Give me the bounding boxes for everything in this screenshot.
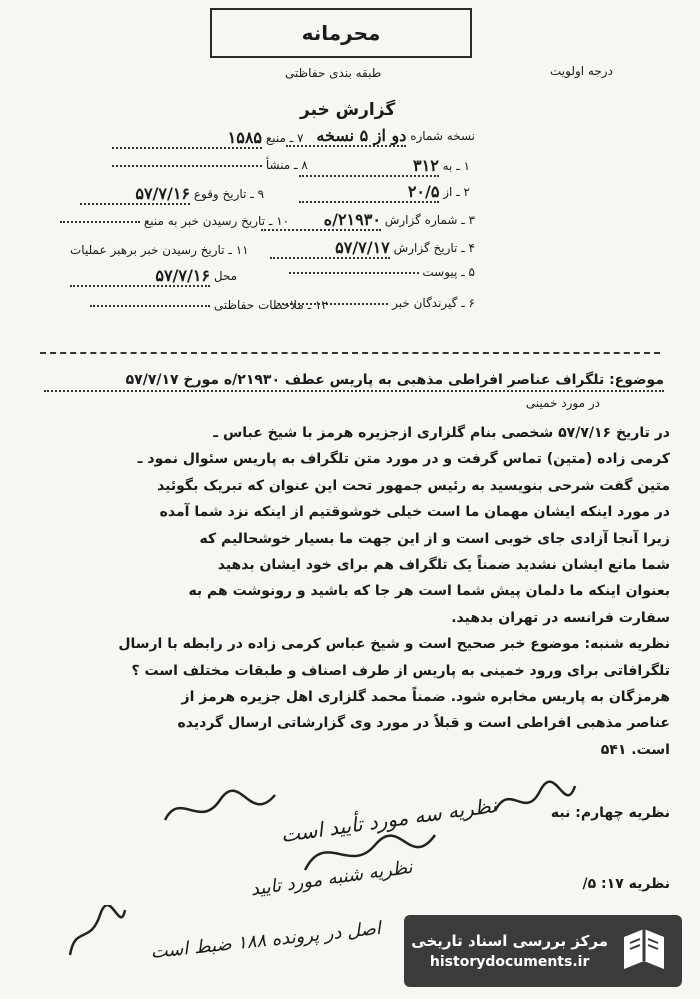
body-line: در تاریخ ۵۷/۷/۱۶ شخصی بنام گلزاری ازجزیره هرمز با شیخ عباس ـ bbox=[213, 425, 670, 441]
final-opinion-label: نظریه ۱۷: ۵/ bbox=[582, 876, 670, 892]
body-line: سفارت فرانسه در تهران بدهید. bbox=[451, 609, 670, 626]
body-line: هرمزگان به پاریس مخابره شود. ضمناً محمد گلزاری اهل جزیره هرمز از bbox=[181, 689, 670, 706]
field-attachment: ۵ ـ پیوست bbox=[289, 265, 475, 279]
opinion-four-label: نظریه چهارم: نبه bbox=[550, 805, 670, 821]
final-opinion-handwriting: نظریه شنبه مورد تایید bbox=[249, 856, 414, 901]
opinion-four-handwriting: نظریه سه مورد تأیید است bbox=[279, 792, 499, 848]
body-line: شما مانع ایشان نشدید ضمناً یک تلگراف هم برای خود ایشان بدهید bbox=[217, 557, 670, 574]
field-recipients: ۶ ـ گیرندگان خبر bbox=[278, 296, 475, 310]
field-source-value: ۱۵۸۵ bbox=[112, 128, 262, 149]
logo-url: historydocuments.ir bbox=[429, 954, 590, 970]
field-report-number: ۳ ـ شماره گزارش ۲۱۹۳۰/ه bbox=[261, 210, 475, 231]
classification-label: طبقه بندی حفاظتی bbox=[285, 66, 382, 80]
field-date-reached-leader: ۱۱ ـ تاریخ رسیدن خبر برهبر عملیات bbox=[70, 243, 249, 257]
priority-grade-label: درجه اولویت bbox=[550, 64, 613, 78]
field-date-reached-source: ۱۰ ـ تاریخ رسیدن خبر به منبع bbox=[60, 214, 289, 228]
body-line: کرمی زاده (متین) تماس گرفت و در مورد متن تلگراف به پاریس سئوال نمود ـ bbox=[137, 451, 670, 468]
body-line: در مورد اینکه ایشان مهمان ما است خیلی خوشوقتیم از اینکه نزد شما آمده bbox=[159, 504, 670, 521]
field-copy-number-value: دو از ۵ نسخه bbox=[286, 126, 406, 147]
field-origin: ۸ ـ منشأ bbox=[112, 158, 308, 172]
body-line: بعنوان اینکه ما دلمان پیش شما است هر جا که باشید و رونوشت هم به bbox=[188, 583, 670, 600]
body-line: نظریه شنبه: موضوع خبر صحیح است و شیخ عباس کرمی زاده در رابطه با ارسال bbox=[118, 636, 670, 653]
field-copy-number: نسخه شماره دو از ۵ نسخه bbox=[286, 126, 475, 147]
body-line: عناصر مذهبی افراطی است و قبلاً در مورد وی گزارشاتی ارسال گردیده bbox=[177, 715, 670, 732]
field-event-date: ۹ ـ تاریخ وقوع ۵۷/۷/۱۶ bbox=[80, 184, 264, 205]
body-line: است. ۵۴۱ bbox=[600, 741, 670, 758]
signature-icon bbox=[160, 780, 280, 840]
classification-stamp bbox=[210, 8, 472, 58]
field-to-value: ۳۱۲ bbox=[299, 156, 439, 177]
field-security-notes: ۱۲ ـ ملاحظات حفاظتی bbox=[90, 298, 328, 312]
field-to: ۱ ـ به ۳۱۲ bbox=[299, 156, 470, 177]
document-title: گزارش خبر bbox=[300, 100, 396, 120]
classification-stamp-text: محرمانه bbox=[301, 21, 381, 45]
section-divider bbox=[40, 352, 660, 354]
field-event-date-value: ۵۷/۷/۱۶ bbox=[80, 184, 190, 205]
signature-icon bbox=[60, 905, 130, 965]
field-location-value: ۵۷/۷/۱۶ bbox=[70, 266, 210, 287]
archive-watermark-logo bbox=[404, 915, 682, 987]
field-from: ۲ ـ از ۲۰/۵ bbox=[299, 182, 470, 203]
field-from-value: ۲۰/۵ bbox=[299, 182, 439, 203]
field-location: محل ۵۷/۷/۱۶ bbox=[70, 266, 237, 287]
book-logo-icon bbox=[616, 923, 672, 979]
logo-title: مرکز بررسی اسناد تاریخی bbox=[411, 932, 608, 950]
subject-line: موضوع: تلگراف عناصر افراطی مذهبی به پاریس عطف ۲۱۹۳۰/ه مورخ ۵۷/۷/۱۷ bbox=[44, 372, 664, 392]
report-body bbox=[30, 420, 670, 763]
body-line: تلگرافاتی برای ورود خمینی به پاریس از طرف اصناف و طبقات مختلف است ؟ bbox=[131, 662, 670, 679]
signature-icon bbox=[490, 776, 580, 826]
archive-note-handwriting: اصل در پرونده ۱۸۸ ضبط است bbox=[149, 917, 382, 964]
body-line: زیرا آنجا آزادی جای خوبی است و از این جهت ما بسیار خوشحالیم که bbox=[199, 530, 670, 547]
subject-subline: در مورد خمینی bbox=[525, 396, 600, 410]
field-source: ۷ ـ منبع ۱۵۸۵ bbox=[112, 128, 303, 149]
field-report-date: ۴ ـ تاریخ گزارش ۵۷/۷/۱۷ bbox=[270, 238, 475, 259]
body-line: متین گفت شرحی بنویسید به رئیس جمهور تحت این عنوان که تبریک بگوئید bbox=[157, 477, 670, 494]
field-report-number-value: ۲۱۹۳۰/ه bbox=[261, 210, 381, 231]
field-report-date-value: ۵۷/۷/۱۷ bbox=[270, 238, 390, 259]
